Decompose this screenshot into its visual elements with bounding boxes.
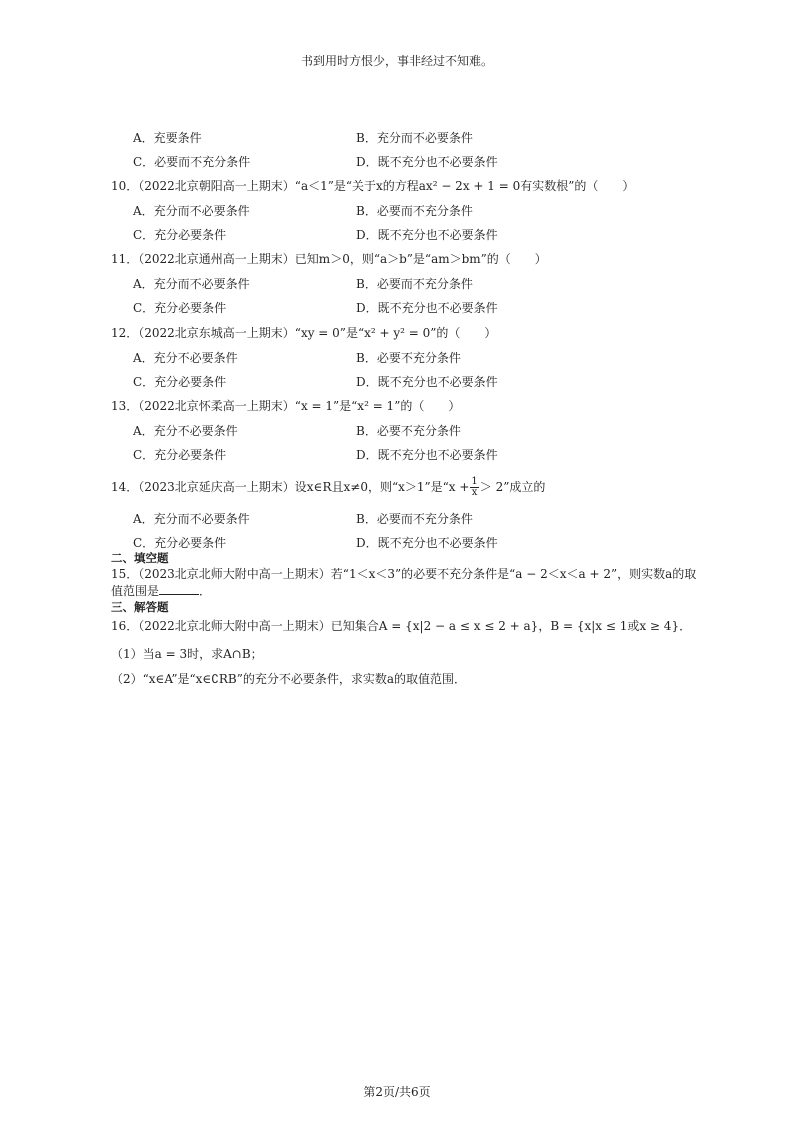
q13-option-d: D．既不充分也不必要条件 [356, 448, 498, 462]
q11-stem: 11．（2022北京通州高一上期末）已知m＞0，则“a＞b”是“am＞bm”的（ ） [111, 252, 547, 266]
q14-fraction [470, 477, 478, 498]
q10-option-d: D．既不充分也不必要条件 [356, 228, 498, 242]
page-footer-number: 第2页/共6页 [363, 1085, 431, 1099]
q16-stem: 16．（2022北京北师大附中高一上期末）已知集合A = {x|2 − a ≤ x ≤ 2 + a}，B = {x|x ≤ 1或x ≥ 4}． [111, 619, 692, 633]
q11-option-a: A．充分而不必要条件 [133, 277, 250, 291]
q9-option-a: A．充要条件 [133, 131, 202, 145]
section-fill-blank-title: 二、填空题 [111, 551, 169, 565]
q10-option-c: C．充分必要条件 [133, 228, 227, 242]
q14-option-a: A．充分而不必要条件 [133, 512, 250, 526]
q9-option-b: B．充分而不必要条件 [356, 131, 473, 145]
page-header-motto: 书到用时方恨少，事非经过不知难。 [300, 54, 493, 68]
q13-option-c: C．充分必要条件 [133, 448, 227, 462]
q14-fraction-numerator: 1 [471, 476, 478, 487]
q14-stem-post: ＞ 2”成立的 [479, 480, 546, 494]
section-answer-title: 三、解答题 [111, 600, 169, 614]
q14-option-b: B．必要而不充分条件 [356, 512, 473, 526]
q9-option-c: C．必要而不充分条件 [133, 155, 251, 169]
q15-line2 [111, 582, 211, 599]
q15-answer-blank [159, 582, 199, 595]
q13-option-b: B．必要不充分条件 [356, 424, 461, 438]
q11-option-b: B．必要而不充分条件 [356, 277, 473, 291]
q15-line1: 15．（2023北京北师大附中高一上期末）若“1＜x＜3”的必要不充分条件是“a − 2＜x＜a + 2”，则实数a的取 [111, 567, 697, 581]
q14-stem [111, 476, 545, 498]
q16-part1: （1）当a = 3时，求A∩B； [111, 647, 263, 661]
q14-stem-pre: 14．（2023北京延庆高一上期末）设x∈R且x≠0，则“x＞1”是“x + [111, 480, 470, 494]
q10-stem: 10．（2022北京朝阳高一上期末）“a＜1”是“关于x的方程ax² − 2x + 1 = 0有实数根”的（ ） [111, 179, 635, 193]
q11-option-c: C．充分必要条件 [133, 301, 227, 315]
q14-option-c: C．充分必要条件 [133, 536, 227, 550]
q9-option-d: D．既不充分也不必要条件 [356, 155, 498, 169]
q12-stem: 12．（2022北京东城高一上期末）“xy = 0”是“x² + y² = 0”的（ ） [111, 326, 497, 340]
q12-option-c: C．充分必要条件 [133, 375, 227, 389]
q11-option-d: D．既不充分也不必要条件 [356, 301, 498, 315]
q13-stem: 13．（2022北京怀柔高一上期末）“x = 1”是“x² = 1”的（ ） [111, 399, 461, 413]
q14-option-d: D．既不充分也不必要条件 [356, 536, 498, 550]
q10-option-a: A．充分而不必要条件 [133, 204, 250, 218]
q12-option-a: A．充分不必要条件 [133, 351, 238, 365]
q14-fraction-denominator: x [471, 487, 478, 498]
q12-option-d: D．既不充分也不必要条件 [356, 375, 498, 389]
q16-part2: （2）“x∈A”是“x∈∁RB”的充分不必要条件，求实数a的取值范围． [111, 672, 467, 686]
q12-option-b: B．必要不充分条件 [356, 351, 461, 365]
q15-line2-post: ． [199, 584, 212, 598]
q10-option-b: B．必要而不充分条件 [356, 204, 473, 218]
q15-line2-pre: 值范围是 [111, 584, 160, 598]
q13-option-a: A．充分不必要条件 [133, 424, 238, 438]
